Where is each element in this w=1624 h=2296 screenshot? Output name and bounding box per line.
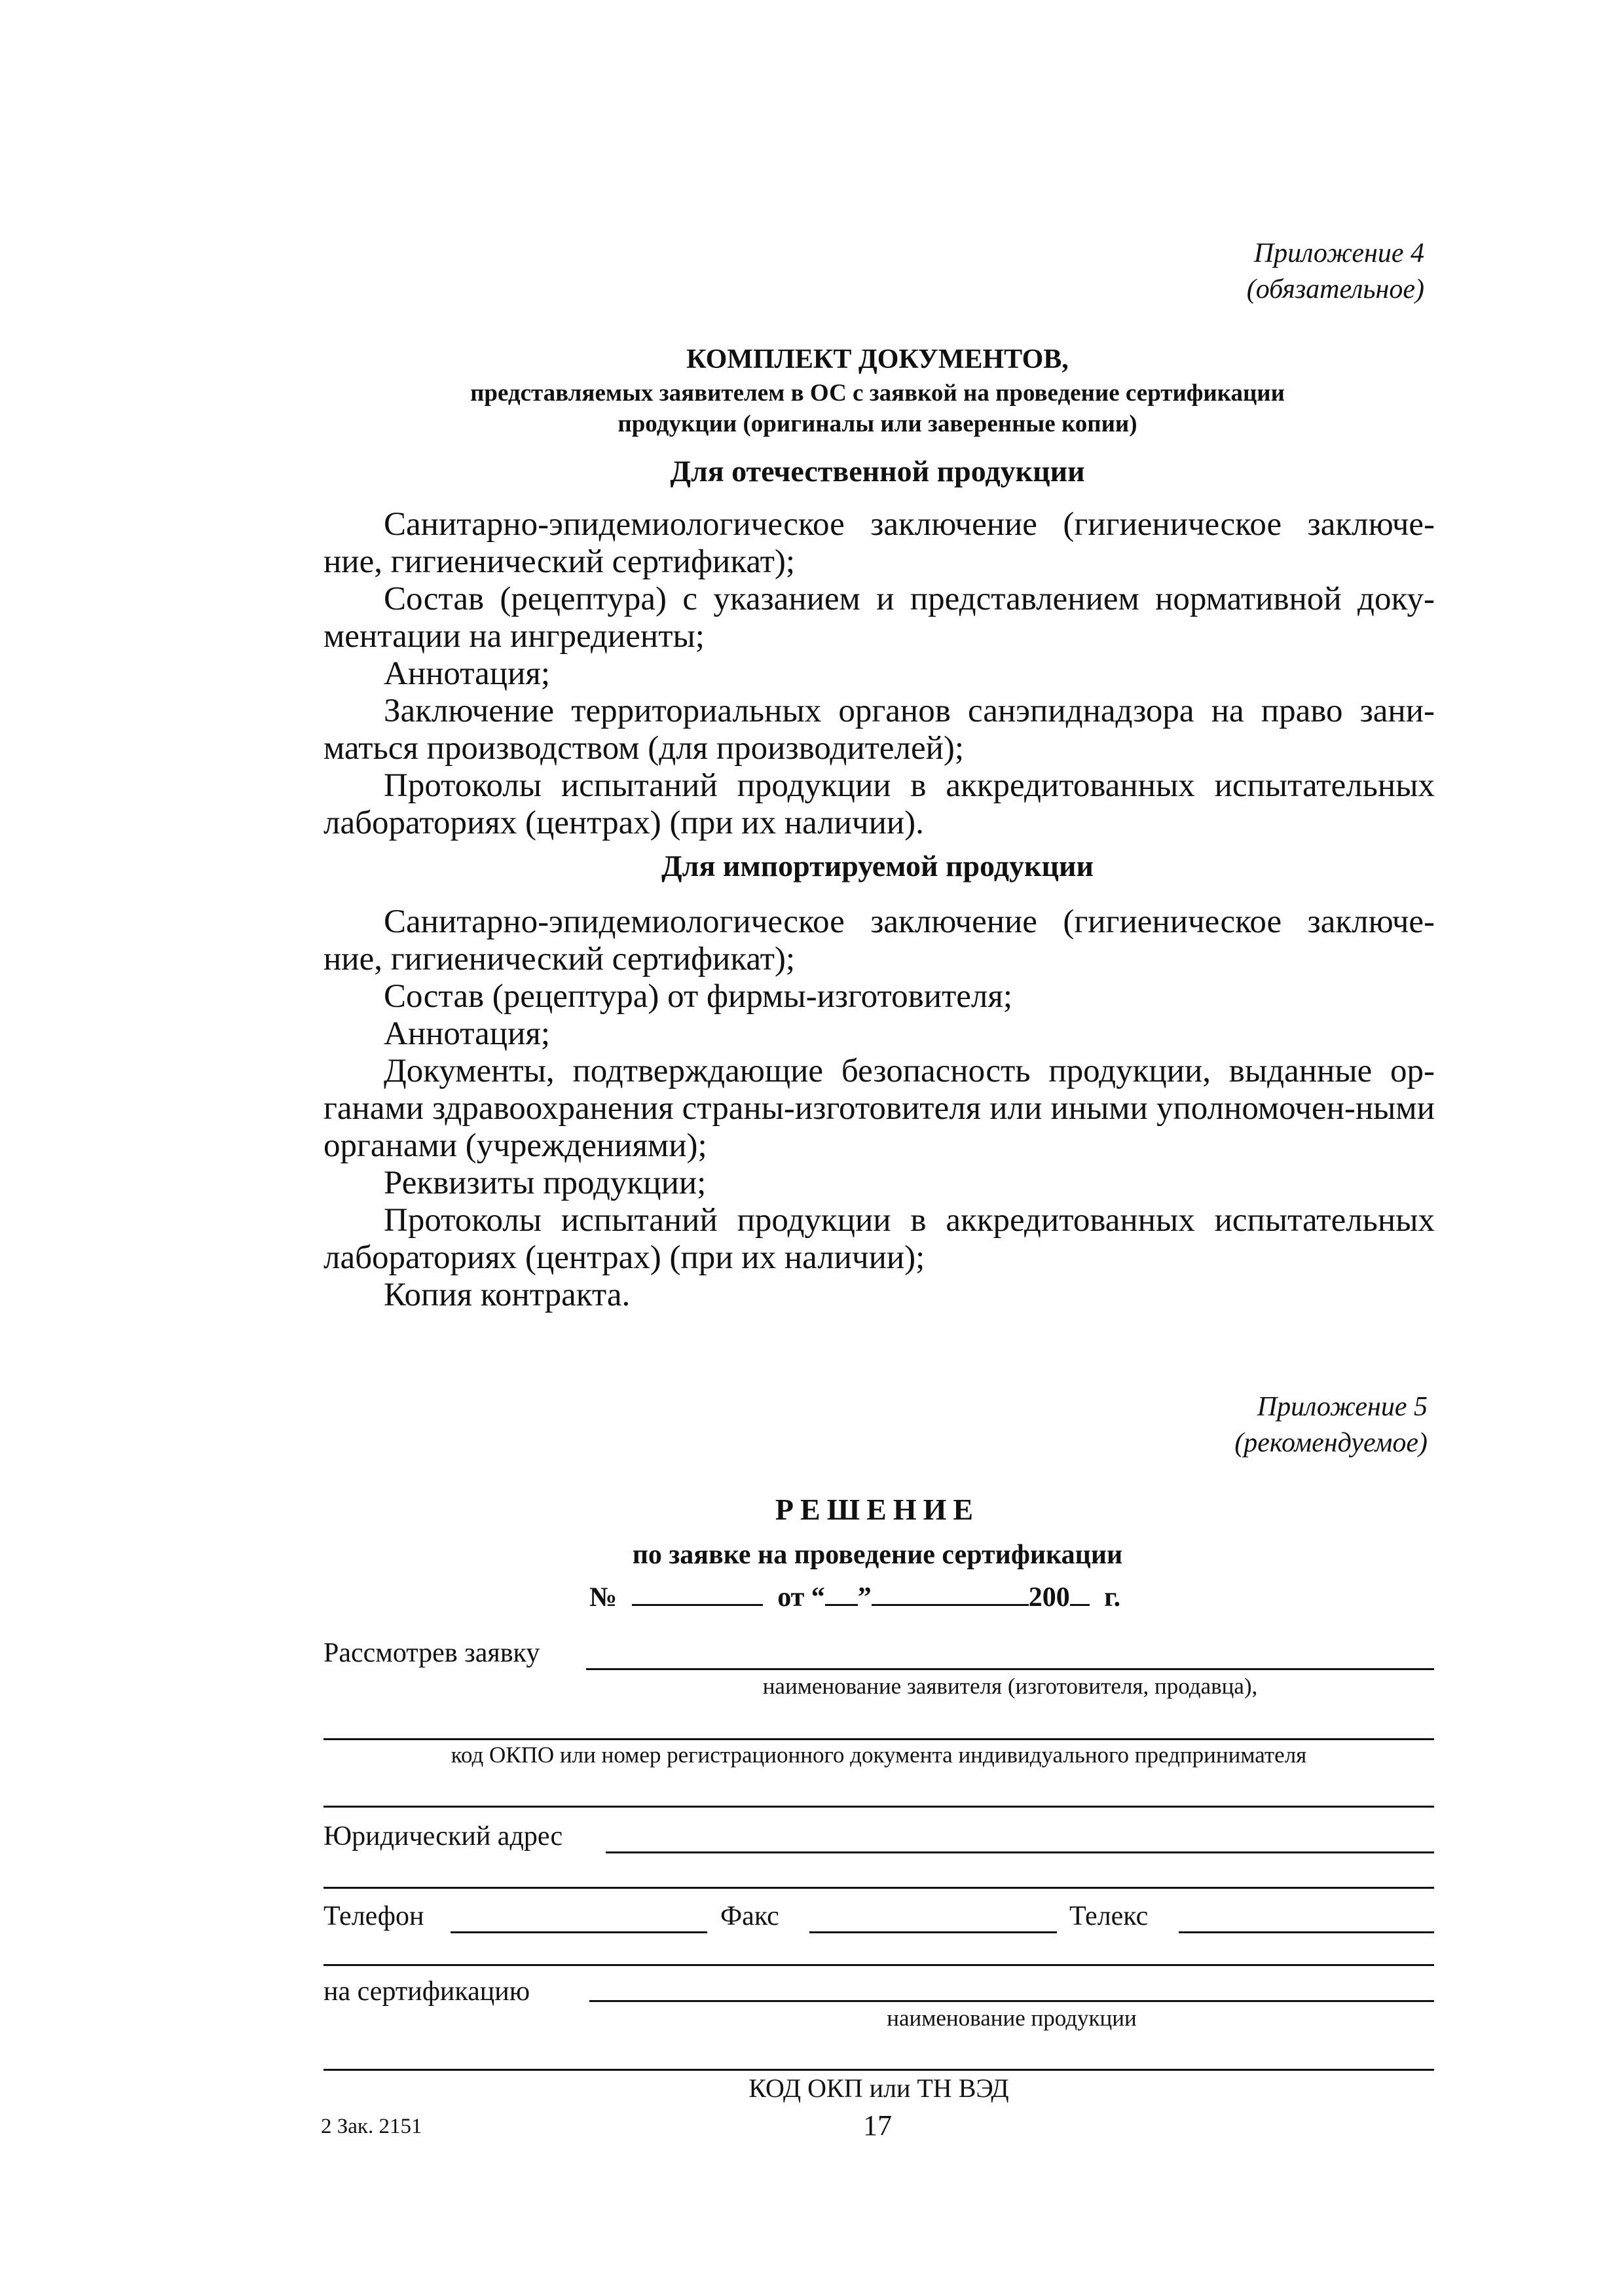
list-item: Состав (рецептура) от фирмы-изготовителя;: [384, 978, 1012, 1015]
okp-code-field[interactable]: [323, 2069, 1434, 2071]
set-of-documents-subtitle-1: представляемых заявителем в ОС с заявкой на проведение сертификации: [470, 380, 1285, 407]
date-quote: ”: [857, 1582, 872, 1613]
appendix-5-note: (рекомендуемое): [1234, 1428, 1428, 1458]
appendix-4-note: (обязательное): [1246, 274, 1424, 304]
list-item: Аннотация;: [384, 655, 551, 692]
list-item: Копия контракта.: [384, 1277, 631, 1313]
number-sign: №: [589, 1582, 618, 1613]
okpo-field[interactable]: [323, 1806, 1434, 1808]
set-of-documents-subtitle-2: продукции (оригиналы или заверенные копии): [618, 410, 1137, 437]
year-suffix: г.: [1104, 1582, 1121, 1613]
applicant-name-field[interactable]: [586, 1668, 1434, 1670]
product-name-field[interactable]: [589, 2000, 1434, 2002]
considered-label: Рассмотрев заявку: [323, 1638, 540, 1668]
phone-field[interactable]: [451, 1931, 707, 1933]
decision-subtitle: по заявке на проведение сертификации: [632, 1540, 1123, 1570]
domestic-products-heading: Для отечественной продукции: [670, 454, 1085, 488]
legal-address-label: Юридический адрес: [323, 1821, 563, 1851]
list-item: Протоколы испытаний продукции в аккредитованных испытательных лабораториях (центрах) (при их наличии);: [323, 1202, 1435, 1276]
imported-documents-list: [323, 903, 1435, 1314]
date-prefix: от “: [777, 1582, 825, 1613]
list-item: Реквизиты продукции;: [384, 1165, 707, 1201]
page-number: 17: [863, 2109, 892, 2141]
legal-address-field-2[interactable]: [323, 1887, 1434, 1889]
day-field[interactable]: [825, 1578, 858, 1606]
imported-products-heading: Для импортируемой продукции: [661, 849, 1094, 883]
set-of-documents-title: КОМПЛЕКТ ДОКУМЕНТОВ,: [686, 344, 1069, 374]
appendix-5-label: Приложение 5: [1257, 1392, 1428, 1422]
okp-caption: КОД ОКП или ТН ВЭД: [748, 2073, 1009, 2103]
contacts-extra-field[interactable]: [323, 1964, 1434, 1966]
order-number: 2 Зак. 2151: [321, 2115, 422, 2138]
appendix-5-header: [1234, 1389, 1428, 1461]
applicant-extra-field[interactable]: [323, 1738, 1434, 1740]
telex-field[interactable]: [1179, 1931, 1434, 1933]
certification-label: на сертификацию: [323, 1977, 530, 2007]
list-item: Заключение территориальных органов санэпиднадзора на право зани-маться производством (для производителей);: [323, 693, 1435, 767]
list-item: Состав (рецептура) с указанием и представлением нормативной доку-ментации на ингредиенты;: [323, 581, 1435, 655]
phone-label: Телефон: [323, 1901, 424, 1931]
product-caption: наименование продукции: [887, 2005, 1137, 2031]
applicant-caption: наименование заявителя (изготовителя, продавца),: [762, 1673, 1258, 1699]
number-field[interactable]: [632, 1578, 763, 1606]
list-item: Санитарно-эпидемиологическое заключение (гигиеническое заключе-ние, гигиенический сертификат);: [323, 506, 1435, 580]
decision-number-date: [589, 1578, 1120, 1614]
appendix-4-label: Приложение 4: [1253, 238, 1424, 268]
decision-title: РЕШЕНИЕ: [775, 1493, 980, 1526]
list-item: Документы, подтверждающие безопасность продукции, выданные ор-ганами здравоохранения страны-изготовителя или иными уполномочен-ными органами (учреждениями);: [323, 1053, 1435, 1164]
list-item: Аннотация;: [384, 1015, 551, 1052]
fax-field[interactable]: [809, 1931, 1057, 1933]
legal-address-field[interactable]: [606, 1851, 1434, 1853]
appendix-4-header: [1247, 236, 1424, 308]
month-field[interactable]: [872, 1578, 1029, 1606]
list-item: Санитарно-эпидемиологическое заключение (гигиеническое заключе-ние, гигиенический сертификат);: [323, 903, 1435, 977]
okpo-caption: код ОКПО или номер регистрационного документа индивидуального предпринимателя: [451, 1742, 1307, 1768]
telex-label: Телекс: [1069, 1901, 1149, 1931]
year-field[interactable]: [1070, 1578, 1090, 1606]
fax-label: Факс: [720, 1901, 779, 1931]
domestic-documents-list: [323, 506, 1435, 842]
list-item: Протоколы испытаний продукции в аккредитованных испытательных лабораториях (центрах) (при их наличии).: [323, 767, 1435, 841]
year-prefix: 200: [1028, 1582, 1070, 1613]
